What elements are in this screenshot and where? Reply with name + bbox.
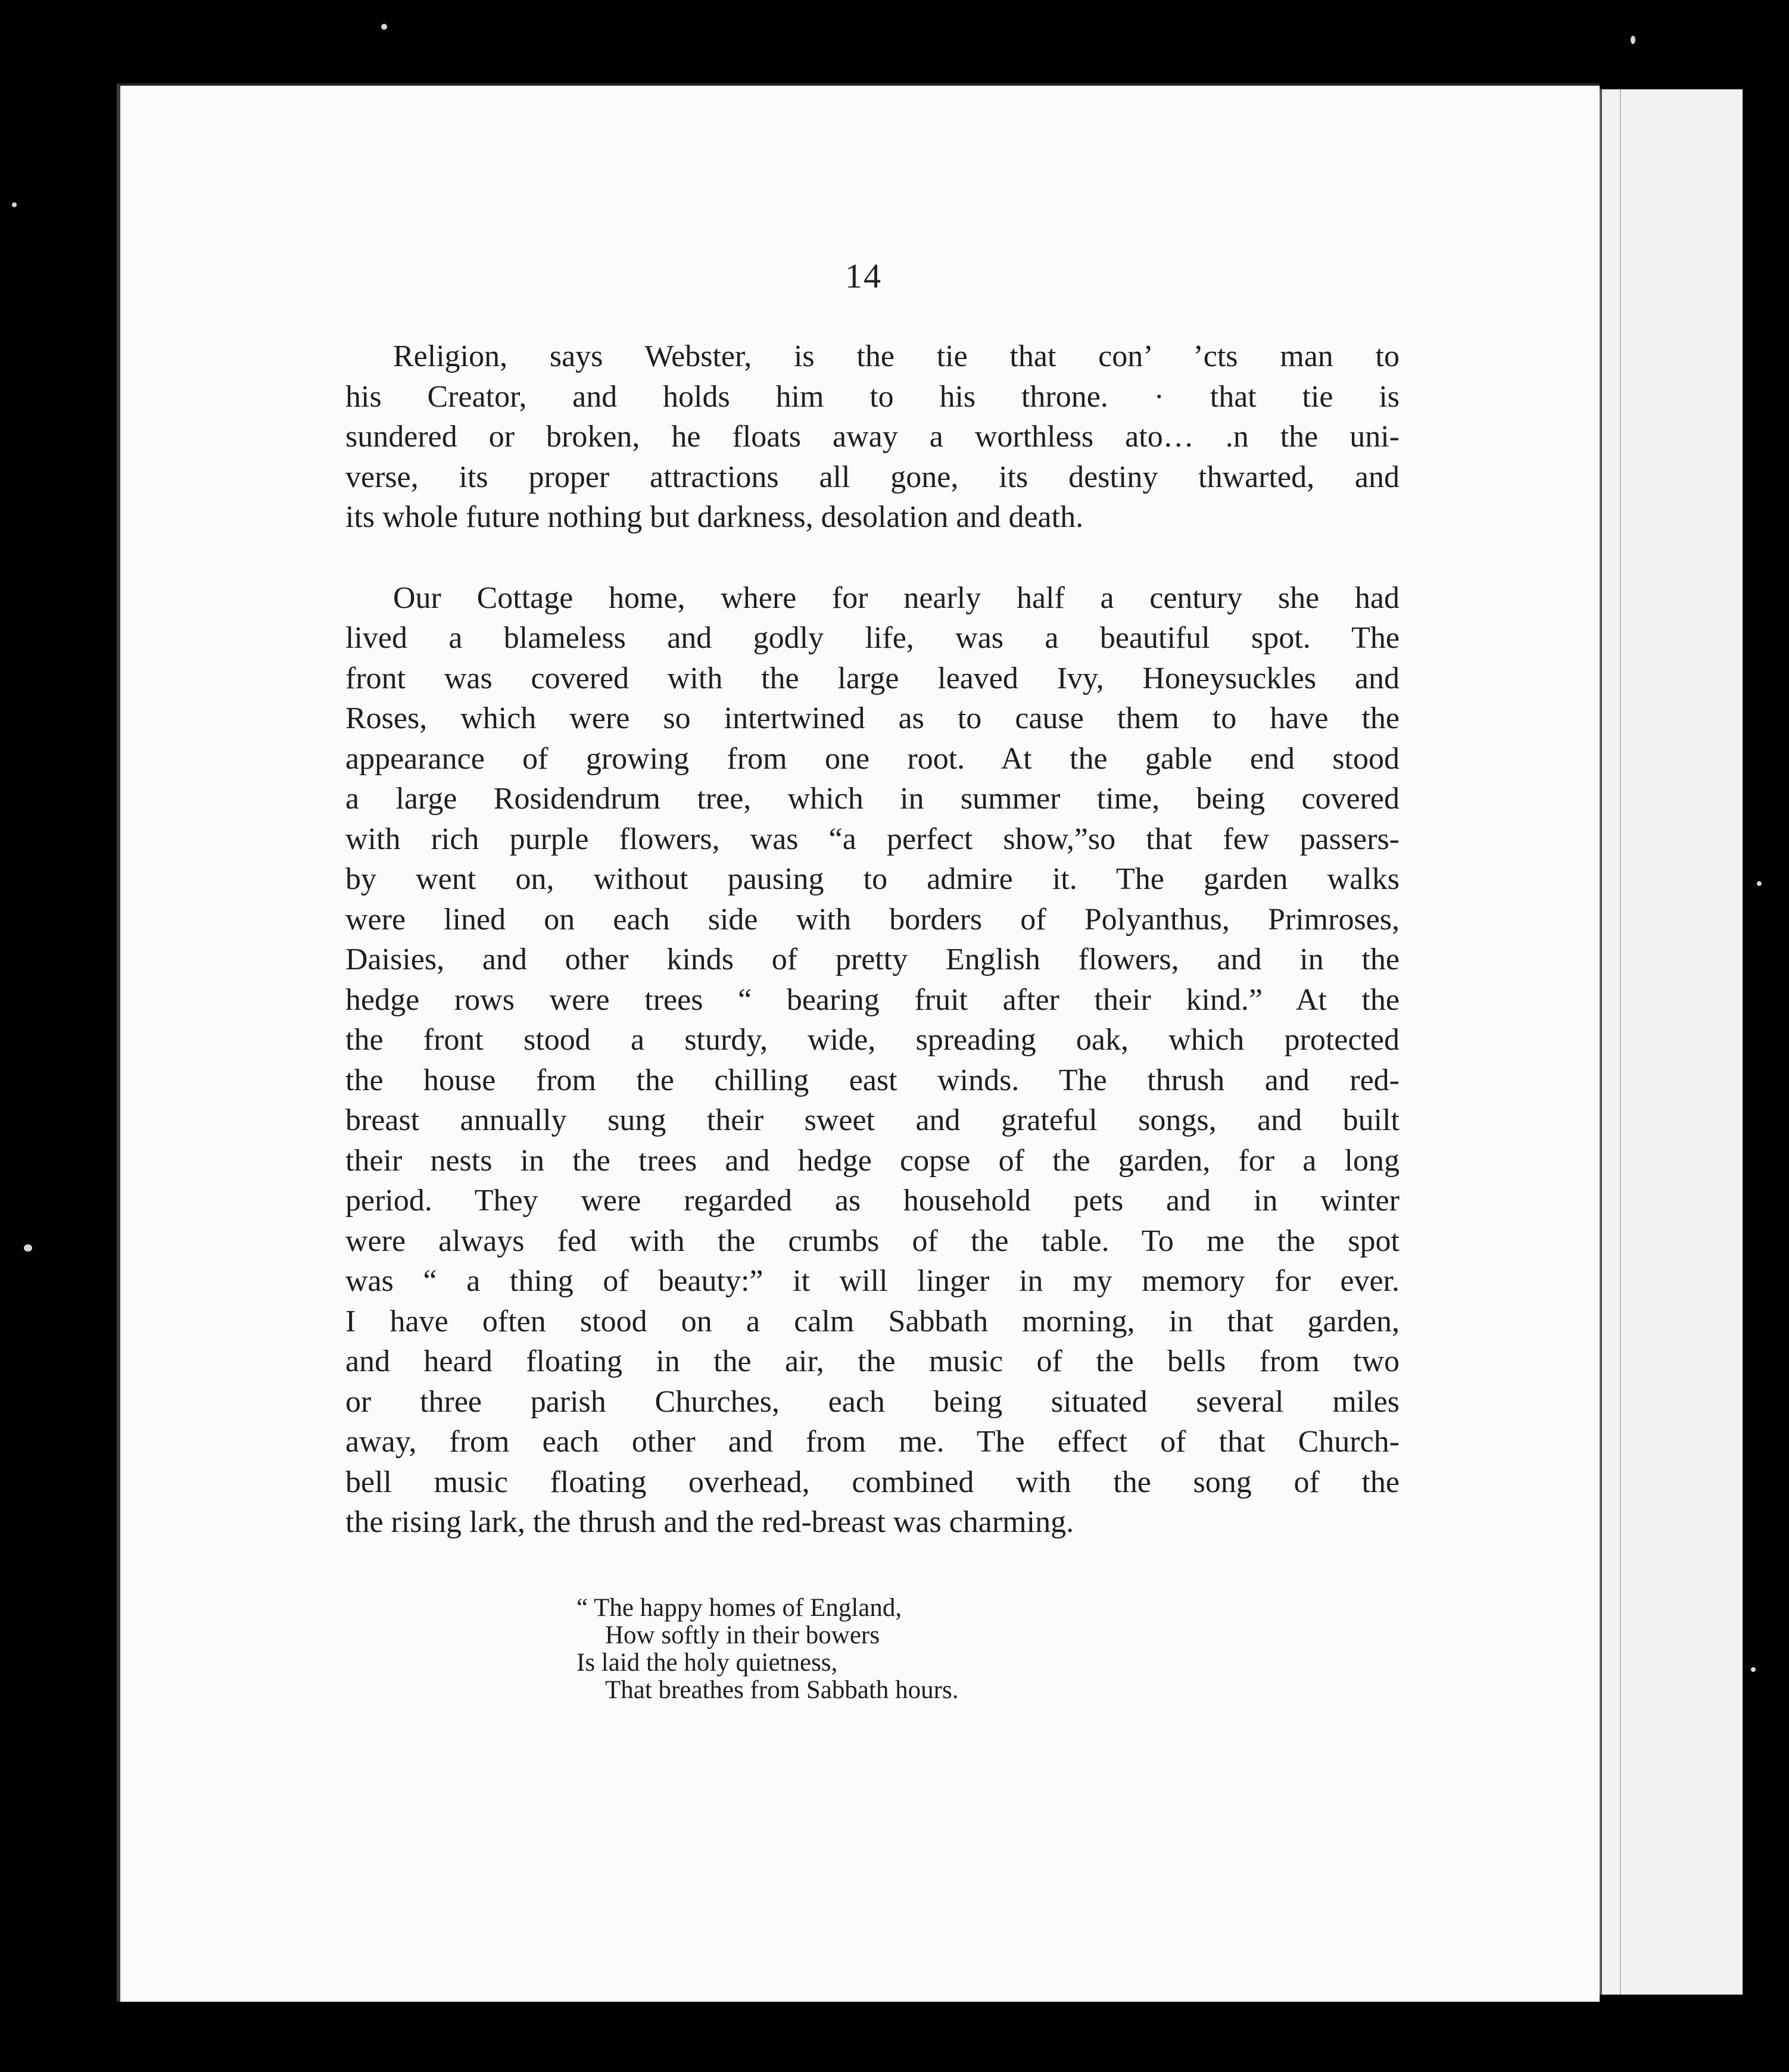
text-line: its whole future nothing but darkness, desolation and death. — [345, 500, 1084, 534]
paragraph-religion — [345, 336, 1400, 538]
body-text — [345, 336, 1400, 1543]
text-line: sundered or broken, he floats away a worthless ato… .n the uni- — [345, 420, 1400, 454]
text-line: a large Rosidendrum tree, which in summer time, being covered — [345, 782, 1400, 816]
text-line: verse, its proper attractions all gone, its destiny thwarted, and — [345, 460, 1400, 494]
text-line: and heard floating in the air, the music of the bells from two — [345, 1344, 1400, 1378]
text-line: Roses, which were so intertwined as to cause them to have the — [345, 701, 1400, 735]
text-line: Daisies, and other kinds of pretty English flowers, and in the — [345, 943, 1400, 976]
text-line: period. They were regarded as household pets and in winter — [345, 1184, 1400, 1218]
poem-line: “ The happy homes of England, — [576, 1594, 902, 1622]
scan-speck — [12, 202, 17, 207]
text-line: bell music floating overhead, combined with the song of the — [345, 1465, 1400, 1499]
text-line: with rich purple flowers, was “a perfect show,”so that few passers- — [345, 822, 1400, 856]
text-line: were lined on each side with borders of Polyanthus, Primroses, — [345, 902, 1400, 937]
facing-page-edge — [1600, 89, 1743, 1995]
poem-line: How softly in their bowers — [605, 1621, 880, 1649]
text-line: Religion, says Webster, is the tie that con’ ’cts man to — [393, 339, 1400, 373]
scan-speck — [24, 1244, 32, 1252]
text-line: the front stood a sturdy, wide, spreading oak, which protected — [345, 1023, 1400, 1057]
scan-speck — [1631, 36, 1635, 44]
text-line: the rising lark, the thrush and the red-breast was charming. — [345, 1505, 1074, 1539]
poem-line: Is laid the holy quietness, — [576, 1649, 838, 1677]
poem-quotation — [576, 1594, 958, 1704]
text-line: or three parish Churches, each being situated several miles — [345, 1384, 1400, 1419]
text-line: I have often stood on a calm Sabbath morning, in that garden, — [345, 1304, 1400, 1338]
text-line: breast annually sung their sweet and grateful songs, and built — [345, 1103, 1400, 1137]
text-line: were always fed with the crumbs of the table. To me the spot — [345, 1224, 1400, 1258]
scan-speck — [381, 24, 387, 30]
text-line: front was covered with the large leaved Ivy, Honeysuckles and — [345, 661, 1400, 695]
poem-line: That breathes from Sabbath hours. — [605, 1676, 959, 1704]
text-line: by went on, without pausing to admire it. The garden walks — [345, 862, 1400, 896]
page-number: 14 — [845, 257, 882, 295]
text-line: his Creator, and holds him to his throne. · that tie is — [345, 379, 1400, 414]
text-line: their nests in the trees and hedge copse of the garden, for a long — [345, 1143, 1400, 1178]
scan-speck — [1757, 881, 1762, 886]
text-line: Our Cottage home, where for nearly half a century she had — [393, 581, 1400, 615]
text-line: away, from each other and from me. The effect of that Church- — [345, 1425, 1400, 1459]
text-line: lived a blameless and godly life, was a beautiful spot. The — [345, 621, 1400, 655]
scan-speck — [1751, 1667, 1756, 1672]
text-line: the house from the chilling east winds. The thrush and red- — [345, 1063, 1400, 1097]
text-line: hedge rows were trees “ bearing fruit after their kind.” At the — [345, 982, 1400, 1017]
paragraph-cottage-home — [345, 578, 1400, 1543]
text-line: was “ a thing of beauty:” it will linger in my memory for ever. — [345, 1264, 1400, 1298]
text-line: appearance of growing from one root. At the gable end stood — [345, 741, 1400, 776]
